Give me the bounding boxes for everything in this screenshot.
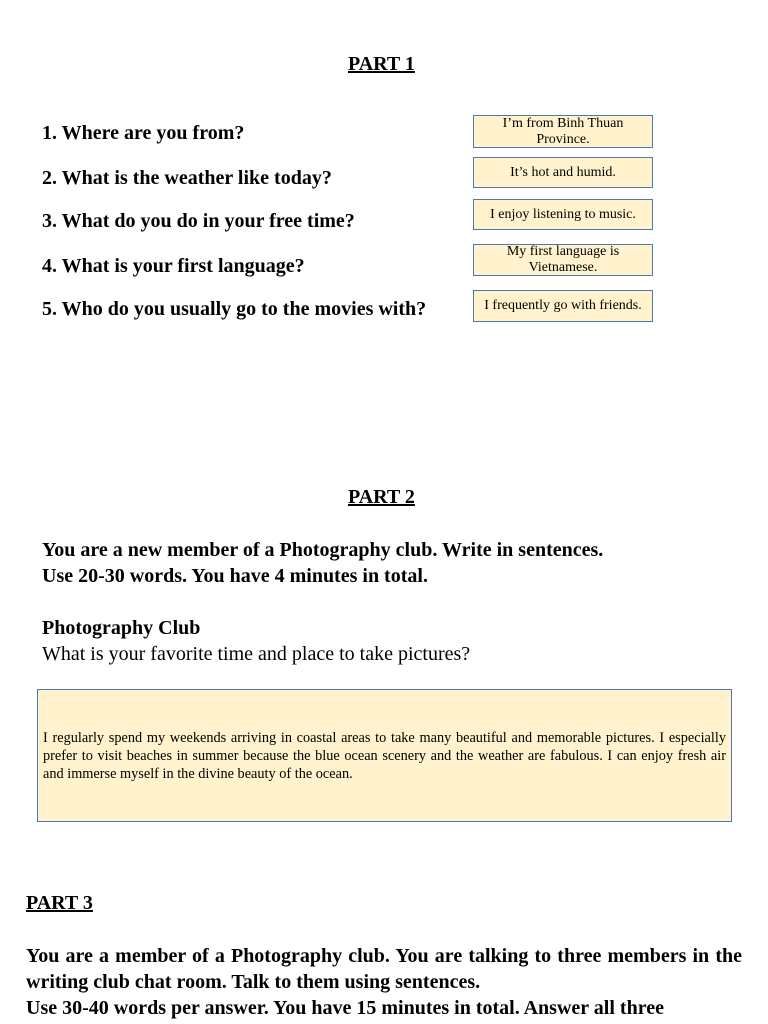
question-5: 5. Who do you usually go to the movies with? [42,298,427,320]
answer-box-4[interactable]: My first language is Vietnamese. [473,244,653,276]
part2-instruction-line1: You are a new member of a Photography club. Write in sentences. [42,539,604,561]
part2-heading: PART 2 [348,486,415,508]
answer-box-2[interactable]: It’s hot and humid. [473,157,653,188]
question-2: 2. What is the weather like today? [42,167,332,189]
answer-box-3[interactable]: I enjoy listening to music. [473,199,653,230]
part2-answer-box[interactable] [37,689,732,822]
part3-instruction-para2: Use 30-40 words per answer. You have 15 minutes in total. Answer all three [26,997,664,1019]
answer-box-1[interactable]: I’m from Binh Thuan Province. [473,115,653,148]
question-3: 3. What do you do in your free time? [42,210,355,232]
club-name: Photography Club [42,617,201,639]
part1-heading: PART 1 [348,53,415,75]
part2-answer-text: I regularly spend my weekends arriving in coastal areas to take many beautiful and memorable pictures. I especially prefer to visit beaches in summer because the blue ocean scenery and the weather are fabulous. I can enjoy fresh air and immerse myself in the divine beauty of the ocean. [43,729,726,782]
part3-instruction-para1: You are a member of a Photography club. You are talking to three members in the writing club chat room. Talk to them using sentences. [26,945,742,993]
answer-box-5[interactable]: I frequently go with friends. [473,290,653,322]
question-4: 4. What is your first language? [42,255,305,277]
question-1: 1. Where are you from? [42,122,245,144]
part2-prompt: What is your favorite time and place to take pictures? [42,643,471,665]
part2-instruction-line2: Use 20-30 words. You have 4 minutes in total. [42,565,428,587]
part3-heading: PART 3 [26,892,93,914]
